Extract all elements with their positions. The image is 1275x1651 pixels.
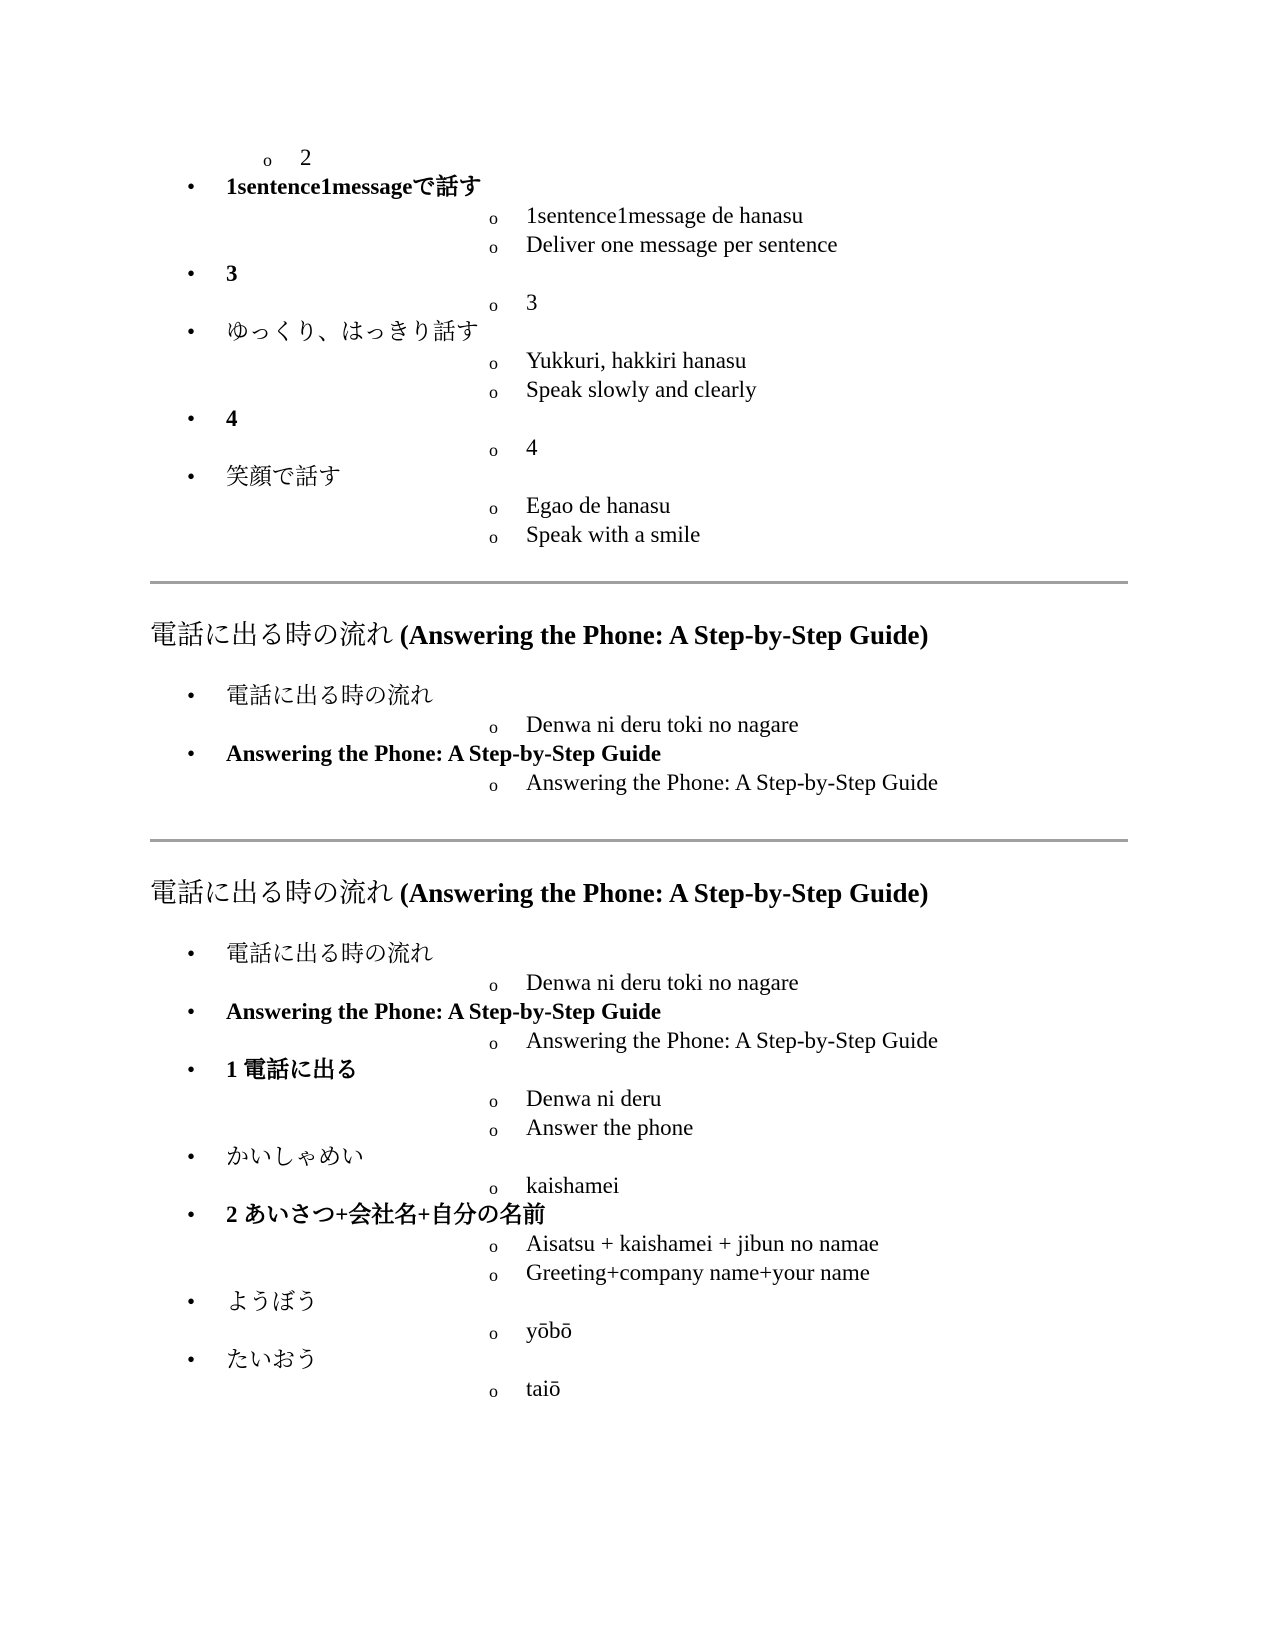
sub-list-item: o Egao de hanasu xyxy=(226,491,1275,520)
top-list-block xyxy=(0,143,1275,549)
sub-list-item: o Answer the phone xyxy=(226,1113,1275,1142)
section1-list-block xyxy=(0,681,1275,797)
list-item-label: 電話に出る時の流れ xyxy=(226,683,433,708)
list-item xyxy=(0,1142,1275,1200)
sub-list-item: o 4 xyxy=(226,433,1275,462)
sub-list-item: o Denwa ni deru toki no nagare xyxy=(226,710,1275,739)
sub-list-item: o yōbō xyxy=(226,1316,1275,1345)
list-item xyxy=(0,1287,1275,1345)
sub-list xyxy=(226,491,1275,549)
list-item-label: Answering the Phone: A Step-by-Step Guide xyxy=(226,741,662,766)
sub-list xyxy=(226,201,1275,259)
sub-list xyxy=(226,1026,1275,1055)
heading-japanese: 電話に出る時の流れ xyxy=(150,878,393,908)
horizontal-divider xyxy=(150,839,1128,842)
section-heading xyxy=(150,619,929,651)
list-item xyxy=(0,259,1275,317)
list-item xyxy=(0,404,1275,462)
sub-list-item: o Denwa ni deru toki no nagare xyxy=(226,968,1275,997)
sub-list-item: o Yukkuri, hakkiri hanasu xyxy=(226,346,1275,375)
horizontal-divider xyxy=(150,581,1128,584)
list-item-label: たいおう xyxy=(226,1347,318,1372)
list-item xyxy=(0,739,1275,797)
heading-english: (Answering the Phone: A Step-by-Step Guide) xyxy=(399,878,929,908)
list-item xyxy=(0,681,1275,739)
sub-list-item: o 3 xyxy=(226,288,1275,317)
sub-list xyxy=(226,710,1275,739)
sub-list xyxy=(226,1084,1275,1142)
sub-list-item: o Deliver one message per sentence xyxy=(226,230,1275,259)
sub-list-item: o 2 xyxy=(0,143,1275,172)
top-bullet-list xyxy=(0,172,1275,549)
sub-list-item: o taiō xyxy=(226,1374,1275,1403)
list-item-label: 4 xyxy=(226,406,238,431)
list-item xyxy=(0,1200,1275,1287)
list-item xyxy=(0,317,1275,404)
list-item xyxy=(0,462,1275,549)
list-item-label: 1 電話に出る xyxy=(226,1057,359,1082)
list-item xyxy=(0,997,1275,1055)
list-item xyxy=(0,1055,1275,1142)
section2-bullet-list xyxy=(0,939,1275,1403)
heading-english: (Answering the Phone: A Step-by-Step Guide) xyxy=(399,620,929,650)
lead-sub-list xyxy=(0,143,1275,172)
list-item xyxy=(0,1345,1275,1403)
sub-list-item: o Aisatsu + kaishamei + jibun no namae xyxy=(226,1229,1275,1258)
sub-list xyxy=(226,346,1275,404)
sub-list xyxy=(226,1316,1275,1345)
sub-list xyxy=(226,288,1275,317)
sub-list-item: o Answering the Phone: A Step-by-Step Guide xyxy=(226,768,1275,797)
list-item-label: 電話に出る時の流れ xyxy=(226,941,433,966)
list-item xyxy=(0,939,1275,997)
sub-list xyxy=(226,768,1275,797)
list-item-label: 2 あいさつ+会社名+自分の名前 xyxy=(226,1202,546,1227)
list-item-label: 1sentence1messageで話す xyxy=(226,174,482,199)
section2-list-block xyxy=(0,939,1275,1403)
sub-list-item: o Speak slowly and clearly xyxy=(226,375,1275,404)
list-item-label: Answering the Phone: A Step-by-Step Guide xyxy=(226,999,662,1024)
sub-list-item: o kaishamei xyxy=(226,1171,1275,1200)
list-item-label: ようぼう xyxy=(226,1289,318,1314)
list-item-label: 3 xyxy=(226,261,238,286)
sub-list xyxy=(226,433,1275,462)
sub-list-item: o Answering the Phone: A Step-by-Step Guide xyxy=(226,1026,1275,1055)
list-item-label: かいしゃめい xyxy=(226,1144,364,1169)
sub-list xyxy=(226,1171,1275,1200)
sub-list-item: o 1sentence1message de hanasu xyxy=(226,201,1275,230)
list-item xyxy=(0,172,1275,259)
list-item-label: 笑顔で話す xyxy=(226,464,341,489)
sub-list xyxy=(226,1229,1275,1287)
sub-list-item: o Greeting+company name+your name xyxy=(226,1258,1275,1287)
sub-list-item: o Speak with a smile xyxy=(226,520,1275,549)
section-heading xyxy=(150,877,929,909)
list-item-label: ゆっくり、はっきり話す xyxy=(226,319,479,344)
section1-bullet-list xyxy=(0,681,1275,797)
sub-list xyxy=(226,1374,1275,1403)
heading-japanese: 電話に出る時の流れ xyxy=(150,620,393,650)
sub-list xyxy=(226,968,1275,997)
sub-list-item: o Denwa ni deru xyxy=(226,1084,1275,1113)
